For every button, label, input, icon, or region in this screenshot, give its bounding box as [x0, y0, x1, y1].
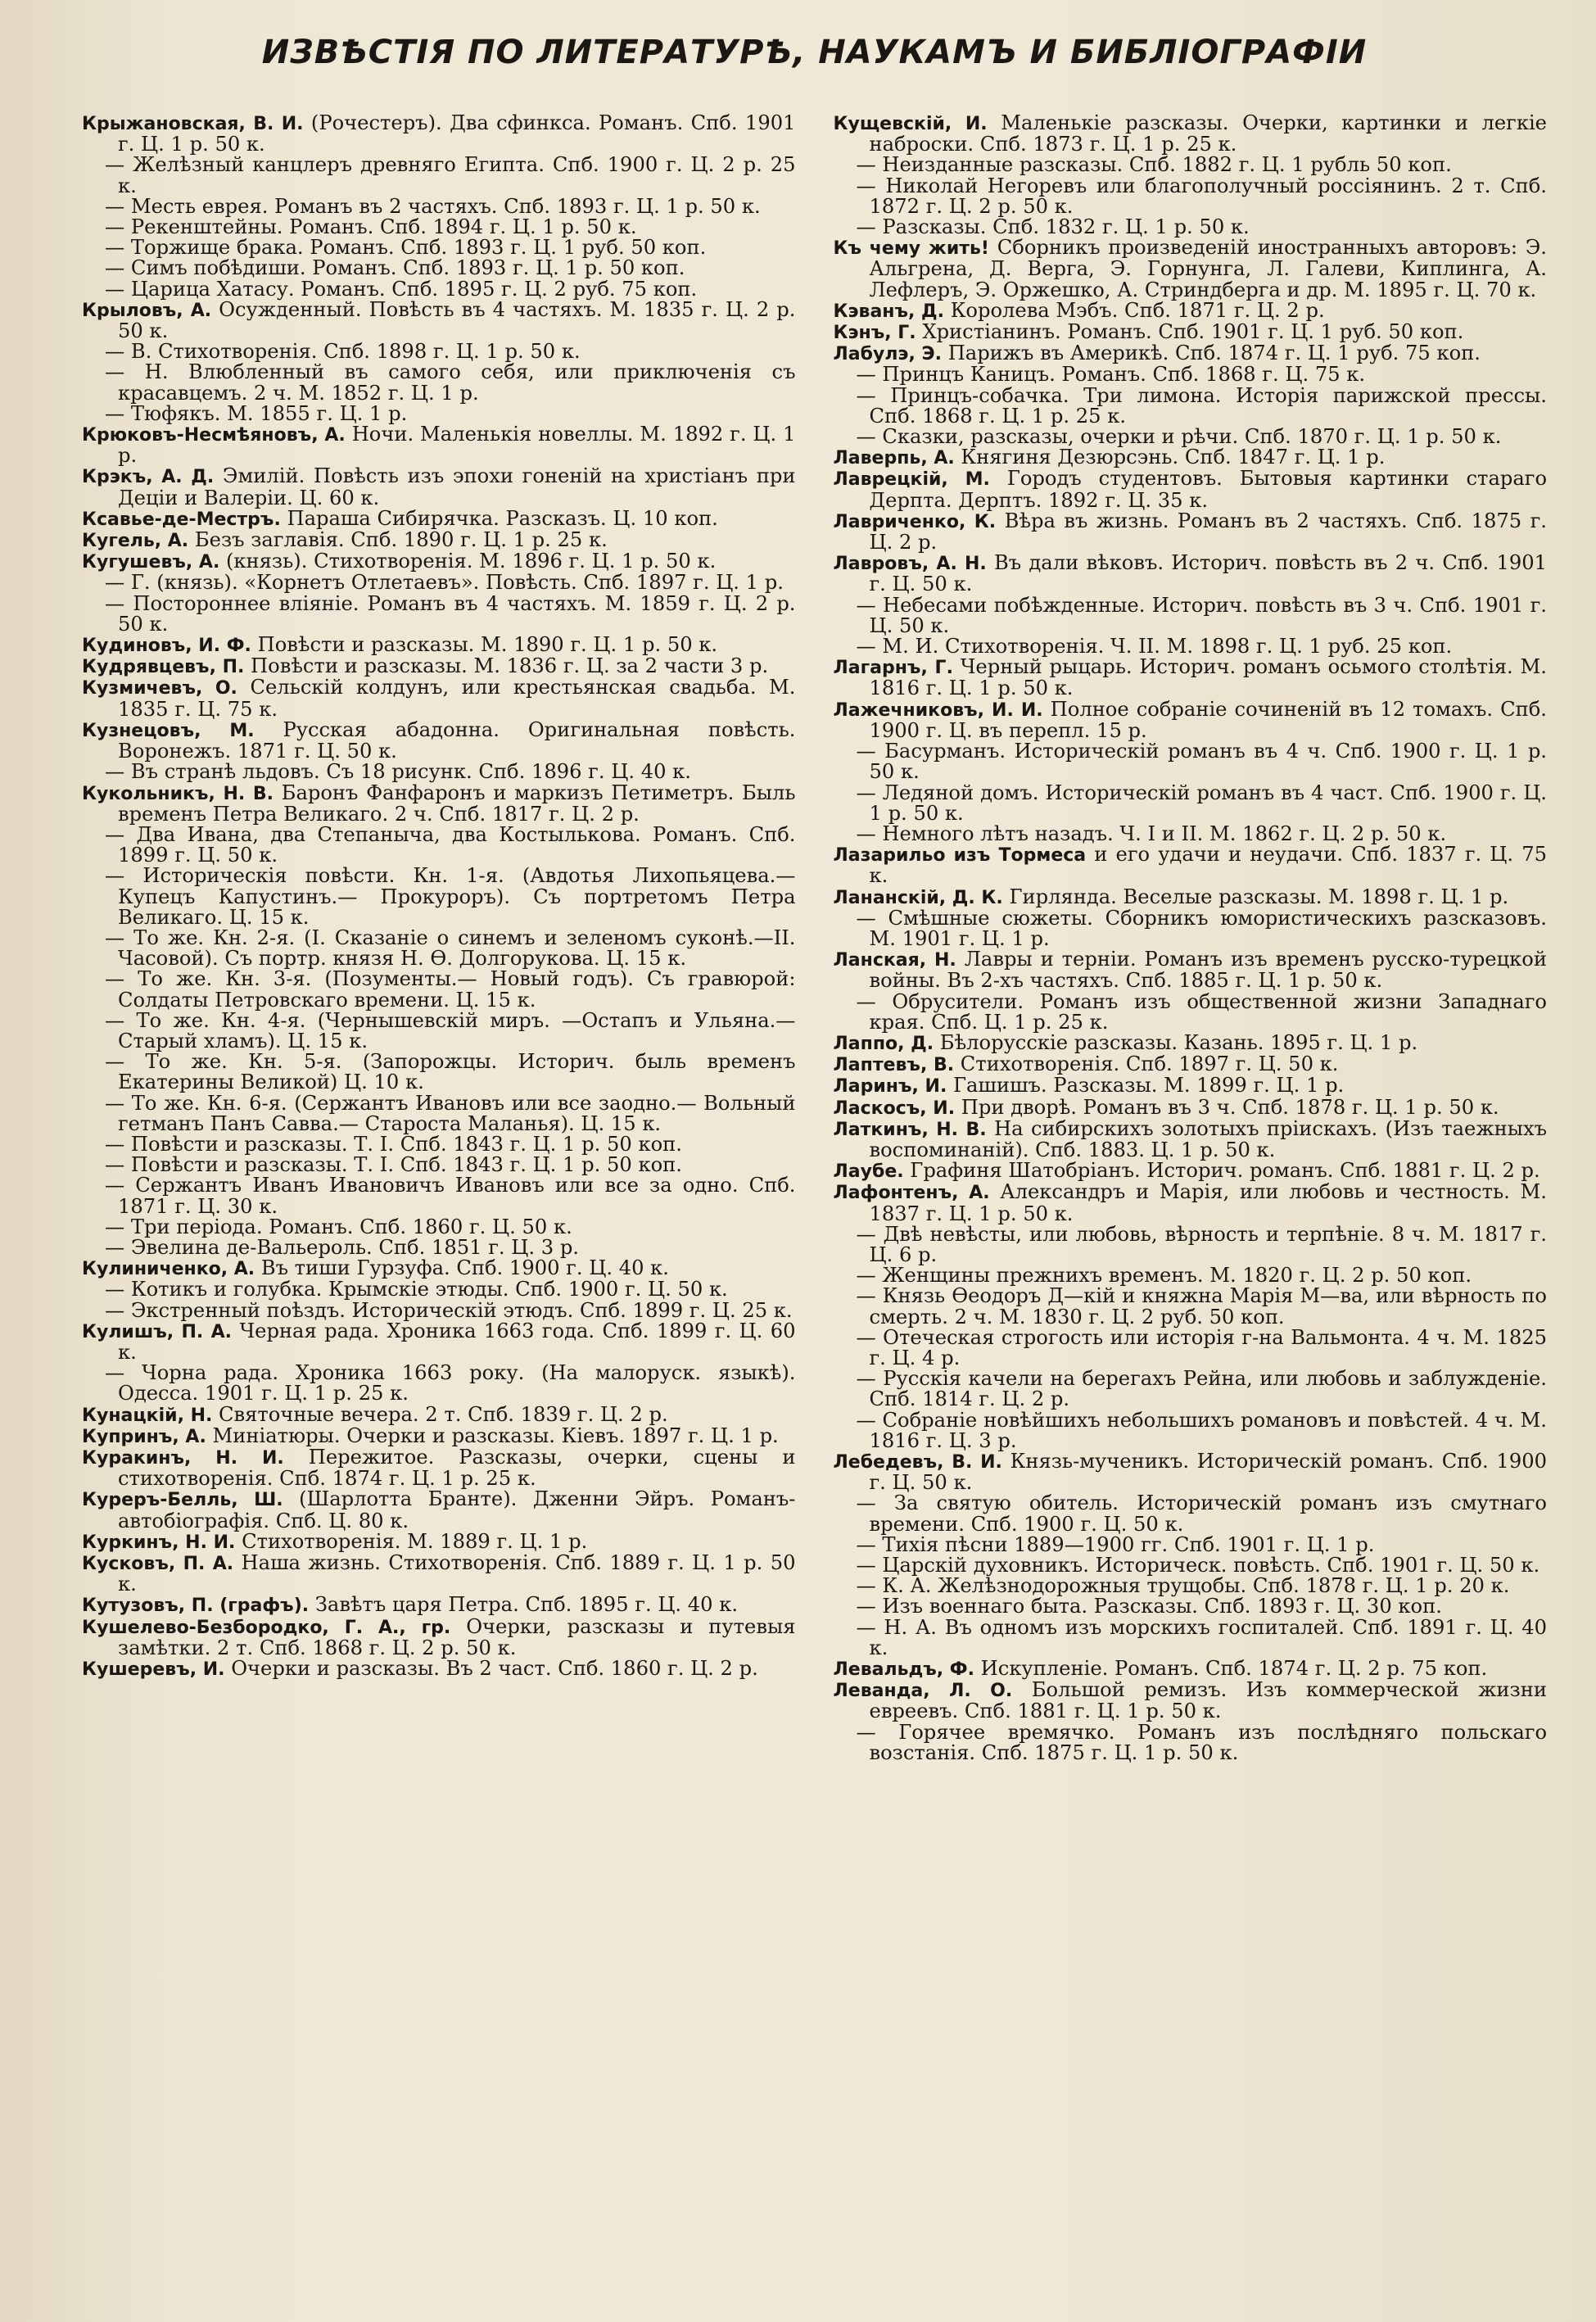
catalog-entry [834, 113, 1548, 155]
entry-author: Лебедевъ, В. И. [833, 1452, 1002, 1473]
entry-text: Стихотворенія. М. 1889 г. Ц. 1 р. [235, 1529, 588, 1553]
catalog-subentry [834, 1410, 1548, 1451]
entry-text: Черная рада. Хроника 1663 года. Спб. 1899 г. Ц. 60 к. [118, 1319, 796, 1364]
catalog-subentry [834, 176, 1548, 217]
entry-text: Бѣлорусскіе разсказы. Казань. 1895 г. Ц. 1 р. [934, 1030, 1418, 1054]
catalog-subentry [82, 1298, 796, 1322]
entry-text: — Царица Хатасу. Романъ. Спб. 1895 г. Ц. 2 руб. 75 коп. [105, 277, 698, 301]
catalog-entry [82, 113, 796, 155]
catalog-entry [82, 1553, 796, 1595]
entry-text: Миніатюры. Очерки и разсказы. Кіевъ. 1897 г. Ц. 1 р. [206, 1424, 779, 1447]
catalog-subentry [834, 1532, 1548, 1556]
entry-text: Эмилій. Повѣсть изъ эпохи гоненій на христіанъ при Деціи и Валеріи. Ц. 60 к. [118, 464, 796, 509]
entry-text: — Горячее времячко. Романъ изъ послѣдняго польскаго возстанія. Спб. 1875 г. Ц. 1 р. 50 к. [856, 1720, 1547, 1764]
catalog-subentry [834, 1265, 1548, 1286]
entry-author: Кунацкій, Н. [82, 1405, 213, 1426]
catalog-subentry [82, 1155, 796, 1175]
catalog-subentry [834, 1596, 1548, 1617]
catalog-subentry [834, 1325, 1548, 1369]
entry-text: — Двѣ невѣсты, или любовь, вѣрность и терпѣніе. 8 ч. М. 1817 г. Ц. 6 р. [856, 1222, 1547, 1266]
entry-author: Кущевскій, И. [833, 114, 988, 134]
entry-text: Осужденный. Повѣсть въ 4 частяхъ. М. 1835 г. Ц. 2 р. 50 к. [118, 297, 796, 343]
catalog-subentry [834, 783, 1548, 824]
entry-author: Куракинъ, Н. И. [82, 1448, 284, 1469]
entry-text: — Женщины прежнихъ временъ. М. 1820 г. Ц. 2 р. 50 коп. [856, 1264, 1472, 1288]
catalog-entry [834, 238, 1548, 301]
catalog-subentry [834, 1224, 1548, 1265]
entry-text: Повѣсти и разсказы. М. 1890 г. Ц. 1 р. 50 к. [251, 633, 718, 657]
entry-text: Въ тиши Гурзуфа. Спб. 1900 г. Ц. 40 к. [255, 1256, 669, 1280]
entry-author: Кукольникъ, Н. В. [82, 783, 274, 804]
entry-author: Лаверпь, А. [833, 448, 955, 469]
entry-author: Лажечниковъ, И. И. [833, 699, 1043, 721]
catalog-entry [834, 699, 1548, 741]
catalog-entry [82, 297, 796, 343]
catalog-subentry [834, 1576, 1548, 1596]
entry-text: На сибирскихъ золотыхъ пріискахъ. (Изъ таежныхъ воспоминаній). Спб. 1883. Ц. 1 р. 50 к. [869, 1116, 1547, 1161]
catalog-subentry [834, 1615, 1548, 1659]
catalog-subentry [82, 194, 796, 218]
catalog-subentry [82, 258, 796, 278]
entry-text: — Русскія качели на берегахъ Рейна, или любовь и заблужденіе. Спб. 1814 г. Ц. 2 р. [856, 1367, 1547, 1411]
catalog-entry [834, 553, 1548, 595]
entry-text: — В. Стихотворенія. Спб. 1898 г. Ц. 1 р. 50 к. [105, 340, 581, 364]
catalog-entry [834, 322, 1548, 343]
catalog-subentry [834, 1722, 1548, 1763]
catalog-entry [82, 1426, 796, 1447]
entry-text: Баронъ Фанфаронъ и маркизъ Петиметръ. Быль временъ Петра Великаго. 2 ч. Спб. 1817 г. Ц. 2 р. [118, 781, 796, 826]
catalog-subentry [834, 595, 1548, 636]
entry-text: — Торжище брака. Романъ. Спб. 1893 г. Ц. 1 руб. 50 коп. [105, 236, 707, 260]
catalog-subentry [82, 762, 796, 782]
catalog-entry [834, 887, 1548, 908]
entry-text: — Экстренный поѣздъ. Историческій этюдъ. Спб. 1899 г. Ц. 25 к. [105, 1298, 793, 1322]
entry-text: — Князь Ѳеодоръ Д—кій и княжна Марія М—ва, или вѣрность по смерть. 2 ч. М. 1830 г. Ц. 2 руб. 50 коп. [856, 1284, 1547, 1328]
catalog-subentry [82, 969, 796, 1010]
catalog-entry [82, 717, 796, 763]
entry-text: — К. А. Желѣзнодорожныя трущобы. Спб. 1878 г. Ц. 1 р. 20 к. [856, 1574, 1510, 1598]
entry-author: Ласкосъ, И. [833, 1098, 956, 1119]
right-column [834, 113, 1548, 1763]
entry-text: Княгиня Дезюрсэнь. Спб. 1847 г. Ц. 1 р. [954, 446, 1386, 469]
entry-text: — Г. (князь). «Корнетъ Отлетаевъ». Повѣсть. Спб. 1897 г. Ц. 1 р. [105, 571, 784, 595]
catalog-subentry [834, 427, 1548, 447]
catalog-subentry [82, 1134, 796, 1155]
entry-text: — Принцъ-собачка. Три лимона. Исторія парижской прессы. Спб. 1868 г. Ц. 1 р. 25 к. [856, 383, 1547, 428]
entry-text: Полное собраніе сочиненій въ 12 томахъ. Спб. 1900 г. Ц. въ перепл. 15 р. [869, 697, 1547, 742]
entry-text: — То же. Кн. 3-я. (Позументы.— Новый годъ). Съ гравюрой: Солдаты Петровскаго времени. Ц. 15 к. [105, 967, 796, 1012]
entry-text: — Н. А. Въ одномъ изъ морскихъ госпиталей. Спб. 1891 г. Ц. 40 к. [856, 1615, 1547, 1659]
entry-text: — Сказки, разсказы, очерки и рѣчи. Спб. 1870 г. Ц. 1 р. 50 к. [856, 425, 1502, 449]
entry-text: — Изъ военнаго быта. Разсказы. Спб. 1893 г. Ц. 30 коп. [856, 1595, 1442, 1618]
catalog-subentry [82, 362, 796, 403]
catalog-subentry [82, 217, 796, 238]
entry-author: Кузнецовъ, М. [82, 720, 255, 741]
catalog-entry [834, 1680, 1548, 1722]
entry-text: — Эвелина де-Вальероль. Спб. 1851 г. Ц. 3 р. [105, 1235, 579, 1259]
catalog-subentry [82, 1052, 796, 1093]
entry-text: и его удачи и неудачи. Спб. 1837 г. Ц. 75 к. [869, 843, 1547, 888]
entry-author: Лазарильо изъ Тормеса [833, 845, 1087, 867]
entry-author: Кушеревъ, И. [82, 1659, 225, 1681]
entry-text: Королева Мэбъ. Спб. 1871 г. Ц. 2 р. [944, 298, 1325, 322]
entry-text: — Басурманъ. Историческій романъ въ 4 ч. Спб. 1900 г. Ц. 1 р. 50 к. [856, 740, 1547, 784]
entry-author: Кудиновъ, И. Ф. [82, 636, 251, 657]
entry-text: Очерки и разсказы. Въ 2 част. Спб. 1860 г. Ц. 2 р. [224, 1657, 758, 1681]
entry-text: При дворѣ. Романъ въ 3 ч. Спб. 1878 г. Ц. 1 р. 50 к. [955, 1095, 1499, 1119]
entry-text: — Тихія пѣсни 1889—1900 гг. Спб. 1901 г. Ц. 1 р. [856, 1532, 1375, 1556]
catalog-entry [834, 343, 1548, 364]
catalog-entry [833, 1030, 1548, 1054]
catalog-subentry [82, 1363, 796, 1404]
catalog-subentry [82, 1279, 796, 1300]
catalog-entry [834, 511, 1548, 553]
catalog-subentry [82, 342, 796, 362]
catalog-entry [82, 1489, 796, 1531]
catalog-entry [82, 1595, 796, 1616]
entry-text: — Н. Влюбленный въ самого себя, или приключенія съ красавцемъ. 2 ч. М. 1852 г. Ц. 1 р. [105, 360, 796, 405]
catalog-subentry [834, 989, 1548, 1034]
entry-text: Маленькіе разсказы. Очерки, картинки и легкіе наброски. Спб. 1873 г. Ц. 1 р. 25 к. [869, 111, 1547, 156]
two-column-layout [82, 113, 1547, 1763]
page-header: ИЗВѢСТІЯ ПО ЛИТЕРАТУРѢ, НАУКАМЪ И БИБЛІОГРАФІИ [261, 34, 1368, 71]
entry-author: Кэванъ, Д. [833, 301, 944, 322]
entry-text: Сельскій колдунъ, или крестьянская свадьба. М. 1835 г. Ц. 75 к. [118, 676, 796, 721]
entry-text: — Сержантъ Иванъ Ивановичъ Ивановъ или все за одно. Спб. 1871 г. Ц. 30 к. [105, 1174, 796, 1218]
catalog-subentry [82, 591, 796, 636]
catalog-entry [82, 635, 796, 656]
catalog-entry [834, 949, 1548, 991]
entry-author: Лафонтенъ, А. [833, 1183, 990, 1204]
entry-author: Кугушевъ, А. [82, 552, 220, 573]
entry-text: — То же. Кн. 5-я. (Запорожцы. Историч. быль временъ Екатерины Великой) Ц. 10 к. [105, 1050, 796, 1094]
catalog-subentry [82, 1093, 796, 1134]
catalog-subentry [82, 866, 796, 928]
entry-text: Христіанинъ. Романъ. Спб. 1901 г. Ц. 1 руб. 50 коп. [916, 320, 1464, 344]
entry-author: Куркинъ, Н. И. [82, 1532, 236, 1553]
catalog-subentry [834, 1369, 1548, 1410]
catalog-subentry [82, 928, 796, 969]
catalog-subentry [82, 401, 796, 425]
entry-author: Ланская, Н. [833, 950, 956, 971]
entry-text: Большой ремизъ. Изъ коммерческой жизни евреевъ. Спб. 1881 г. Ц. 1 р. 50 к. [869, 1678, 1547, 1723]
entry-text: — Неизданные разсказы. Спб. 1882 г. Ц. 1 рубль 50 коп. [856, 153, 1452, 177]
entry-text: Гашишъ. Разсказы. М. 1899 г. Ц. 1 р. [947, 1074, 1345, 1098]
entry-text: Городъ студентовъ. Бытовыя картинки стараго Дерпта. Дерптъ. 1892 г. Ц. 35 к. [869, 467, 1548, 512]
catalog-subentry [834, 908, 1548, 949]
catalog-entry [82, 1659, 796, 1680]
catalog-entry [82, 1258, 796, 1279]
entry-text: (Рочестеръ). Два сфинкса. Романъ. Спб. 1901 г. Ц. 1 р. 50 к. [118, 111, 796, 156]
entry-author: Кулишъ, П. А. [82, 1321, 233, 1342]
entry-author: Лагарнъ, Г. [833, 658, 953, 679]
entry-author: Лаврецкій, М. [833, 469, 990, 491]
entry-text: Въ дали вѣковъ. Историч. повѣсть въ 2 ч. Спб. 1901 г. Ц. 50 к. [869, 551, 1547, 596]
entry-text: — Историческія повѣсти. Кн. 1-я. (Авдотья Лихопьяцева.—Купецъ Капустинъ.— Прокуроръ). Съ портретомъ Петра Великаго. Ц. 15 к. [105, 864, 796, 929]
catalog-entry [82, 530, 796, 551]
catalog-entry [82, 1614, 796, 1659]
entry-text: Вѣра въ жизнь. Романъ въ 2 частяхъ. Спб. 1875 г. Ц. 2 р. [869, 509, 1547, 554]
entry-author: Купринъ, А. [82, 1426, 206, 1447]
entry-text: — Повѣсти и разсказы. Т. I. Спб. 1843 г. Ц. 1 р. 50 коп. [105, 1153, 682, 1177]
catalog-entry [82, 783, 796, 825]
entry-text: Графиня Шатобріанъ. Историч. романъ. Спб. 1881 г. Ц. 2 р. [903, 1159, 1540, 1183]
catalog-entry [82, 551, 796, 573]
catalog-subentry [82, 573, 796, 593]
catalog-entry [834, 1161, 1548, 1182]
entry-text: Лавры и терніи. Романъ изъ временъ русско-турецкой войны. Въ 2-хъ частяхъ. Спб. 1885 г. Ц. 1 р. 50 к. [869, 948, 1547, 993]
catalog-subentry [82, 279, 796, 300]
entry-text: — Два Ивана, два Степаныча, два Костылькова. Романъ. Спб. 1899 г. Ц. 50 к. [105, 822, 796, 867]
entry-text: — Отеческая строгость или исторія г-на Вальмонта. 4 ч. М. 1825 г. Ц. 4 р. [856, 1325, 1547, 1369]
entry-author: Крюковъ-Несмѣяновъ, А. [82, 425, 346, 446]
entry-text: — Принцъ Каницъ. Романъ. Спб. 1868 г. Ц. 75 к. [856, 363, 1366, 387]
entry-text: — Симъ побѣдиши. Романъ. Спб. 1893 г. Ц. 1 р. 50 коп. [105, 256, 685, 280]
catalog-entry [82, 506, 796, 530]
catalog-subentry [82, 1008, 796, 1052]
left-column [82, 113, 796, 1680]
entry-author: Кугель, А. [82, 531, 189, 552]
entry-author: Кулиниченко, А. [82, 1259, 255, 1280]
entry-text: Очерки, разсказы и путевыя замѣтки. 2 т. Спб. 1868 г. Ц. 2 р. 50 к. [118, 1614, 796, 1659]
catalog-entry [82, 1447, 796, 1489]
catalog-entry [834, 468, 1548, 510]
entry-text: Святочные вечера. 2 т. Спб. 1839 г. Ц. 2 р. [212, 1402, 668, 1426]
catalog-subentry [82, 1175, 796, 1216]
entry-author: Лавровъ, А. Н. [833, 554, 987, 575]
entry-text: Наша жизнь. Стихотворенія. Спб. 1889 г. Ц. 1 р. 50 к. [118, 1551, 796, 1596]
catalog-subentry [834, 824, 1548, 844]
catalog-entry [82, 1529, 796, 1553]
entry-text: Сборникъ произведеній иностранныхъ авторовъ: Э. Альгрена, Д. Верга, Э. Горнунга, Л. Галеви, Киплинга, А. Лефлеръ, Э. Оржешко, А. Стриндберга и др. М. 1895 г. Ц. 70 к. [869, 236, 1547, 301]
entry-text: — Желѣзный канцлеръ древняго Египта. Спб. 1900 г. Ц. 2 р. 25 к. [105, 153, 796, 197]
entry-text: Искупленіе. Романъ. Спб. 1874 г. Ц. 2 р. 75 коп. [974, 1657, 1488, 1681]
entry-text: — Николай Негоревъ или благополучный россіянинъ. 2 т. Спб. 1872 г. Ц. 2 р. 50 к. [856, 174, 1547, 218]
catalog-subentry [834, 383, 1548, 428]
entry-author: Лаппо, Д. [833, 1033, 934, 1054]
entry-author: Лаптевъ, В. [833, 1055, 955, 1076]
entry-text: Параша Сибирячка. Разсказъ. Ц. 10 коп. [280, 506, 718, 530]
entry-author: Ксавье-де-Местръ. [82, 509, 281, 530]
entry-text: — За святую обитель. Историческій романъ изъ смутнаго времени. Спб. 1900 г. Ц. 50 к. [856, 1491, 1547, 1536]
catalog-entry [82, 1402, 796, 1426]
entry-author: Лананскій, Д. К. [833, 887, 1003, 908]
catalog-entry [82, 466, 796, 508]
entry-text: — Обрусители. Романъ изъ общественной жизни Западнаго края. Спб. Ц. 1 р. 25 к. [856, 989, 1547, 1034]
entry-author: Крыжановская, В. И. [82, 114, 304, 134]
entry-text: Парижъ въ Америкѣ. Спб. 1874 г. Ц. 1 руб. 75 коп. [942, 342, 1481, 365]
catalog-entry [82, 656, 796, 677]
entry-text: — То же. Кн. 2-я. (I. Сказаніе о синемъ и зеленомъ суконѣ.—II. Часовой). Съ портр. князя Н. Ѳ. Долгорукова. Ц. 15 к. [105, 926, 796, 971]
catalog-entry [834, 844, 1548, 886]
catalog-entry [834, 447, 1548, 468]
catalog-entry [833, 298, 1548, 322]
entry-text: — То же. Кн. 4-я. (Чернышевскій миръ. —Остапъ и Ульяна.—Старый хламъ). Ц. 15 к. [105, 1008, 796, 1052]
entry-text: — Котикъ и голубка. Крымскіе этюды. Спб. 1900 г. Ц. 50 к. [105, 1278, 728, 1301]
entry-text: Повѣсти и разсказы. М. 1836 г. Ц. за 2 части 3 р. [244, 654, 769, 678]
entry-author: Куреръ-Белль, Ш. [82, 1490, 283, 1511]
catalog-subentry [834, 1286, 1548, 1327]
catalog-entry [833, 1095, 1548, 1119]
entry-author: Кушелево-Безбородко, Г. А., гр. [82, 1617, 451, 1638]
entry-author: Къ чему жить! [833, 238, 989, 260]
catalog-entry [82, 677, 796, 719]
entry-text: — Собраніе новѣйшихъ небольшихъ романовъ и повѣстей. 4 ч. М. 1816 г. Ц. 3 р. [856, 1408, 1547, 1452]
catalog-entry [834, 1075, 1548, 1097]
entry-author: Крыловъ, А. [82, 300, 212, 321]
catalog-subentry [834, 217, 1548, 238]
entry-author: Левальдъ, Ф. [833, 1659, 974, 1681]
entry-author: Кудрявцевъ, П. [82, 657, 245, 678]
entry-text: — Въ странѣ льдовъ. Съ 18 рисунк. Спб. 1896 г. Ц. 40 к. [105, 760, 691, 784]
entry-text: — Повѣсти и разсказы. Т. I. Спб. 1843 г. Ц. 1 р. 50 коп. [105, 1132, 682, 1156]
entry-author: Кэнъ, Г. [833, 323, 916, 344]
entry-text: — М. И. Стихотворенія. Ч. II. М. 1898 г. Ц. 1 руб. 25 коп. [856, 635, 1453, 659]
catalog-entry [834, 1182, 1548, 1224]
catalog-entry [834, 1659, 1548, 1680]
catalog-entry [82, 424, 796, 466]
catalog-entry [834, 1451, 1548, 1493]
entry-author: Крэкъ, А. Д. [82, 467, 215, 488]
entry-text: — Тюфякъ. М. 1855 г. Ц. 1 р. [105, 401, 408, 425]
entry-text: Завѣтъ царя Петра. Спб. 1895 г. Ц. 40 к. [309, 1593, 739, 1617]
catalog-subentry [82, 1217, 796, 1238]
entry-author: Кузмичевъ, О. [82, 678, 237, 699]
entry-text: Черный рыцарь. Историч. романъ осьмого столѣтія. М. 1816 г. Ц. 1 р. 50 к. [869, 655, 1547, 700]
entry-text: — Постороннее вліяніе. Романъ въ 4 частяхъ. М. 1859 г. Ц. 2 р. 50 к. [105, 591, 796, 636]
entry-author: Лавриченко, К. [833, 511, 997, 532]
entry-text: — Разсказы. Спб. 1832 г. Ц. 1 р. 50 к. [856, 215, 1250, 239]
entry-text: Гирлянда. Веселые разсказы. М. 1898 г. Ц. 1 р. [1002, 885, 1509, 908]
catalog-entry [834, 1054, 1548, 1075]
catalog-entry [82, 1321, 796, 1363]
entry-text: — Рекенштейны. Романъ. Спб. 1894 г. Ц. 1 р. 50 к. [105, 215, 637, 239]
entry-text: — Царскій духовникъ. Историческ. повѣсть. Спб. 1901 г. Ц. 50 к. [856, 1554, 1540, 1577]
entry-text: Стихотворенія. Спб. 1897 г. Ц. 50 к. [954, 1052, 1339, 1076]
entry-author: Латкинъ, Н. В. [833, 1119, 987, 1140]
entry-author: Лабулэ, Э. [833, 344, 942, 365]
catalog-entry [834, 657, 1548, 699]
entry-text: — Небесами побѣжденные. Историч. повѣсть въ 3 ч. Спб. 1901 г. Ц. 50 к. [856, 593, 1547, 637]
entry-text: (князь). Стихотворенія. М. 1896 г. Ц. 1 р. 50 к. [219, 550, 717, 573]
catalog-subentry [82, 155, 796, 196]
entry-text: Безъ заглавія. Спб. 1890 г. Ц. 1 р. 25 к. [188, 528, 608, 552]
entry-text: Русская абадонна. Оригинальная повѣсть. Воронежъ. 1871 г. Ц. 50 к. [118, 717, 796, 763]
catalog-subentry [834, 1493, 1548, 1534]
catalog-subentry [834, 1555, 1548, 1576]
catalog-subentry [834, 155, 1548, 175]
entry-author: Ларинъ, И. [833, 1076, 947, 1098]
entry-text: Александръ и Марія, или любовь и честность. М. 1837 г. Ц. 1 р. 50 к. [869, 1180, 1547, 1225]
entry-author: Кусковъ, П. А. [82, 1554, 234, 1575]
catalog-subentry [82, 1235, 796, 1259]
entry-text: — Смѣшные сюжеты. Сборникъ юмористическихъ разсказовъ. М. 1901 г. Ц. 1 р. [856, 906, 1547, 950]
entry-text: — Ледяной домъ. Историческій романъ въ 4 част. Спб. 1900 г. Ц. 1 р. 50 к. [856, 781, 1547, 825]
entry-text: Князь-мученикъ. Историческій романъ. Спб. 1900 г. Ц. 50 к. [869, 1450, 1547, 1495]
entry-author: Леванда, Л. О. [833, 1681, 1013, 1702]
entry-author: Лаубе. [833, 1161, 904, 1183]
entry-text: (Шарлотта Бранте). Дженни Эйръ. Романъ-автобіографія. Спб. Ц. 80 к. [118, 1487, 796, 1532]
catalog-subentry [834, 636, 1548, 657]
entry-text: — То же. Кн. 6-я. (Сержантъ Ивановъ или все заодно.— Вольный гетманъ Панъ Савва.— Староста Маланья). Ц. 15 к. [105, 1091, 796, 1135]
entry-text: — Немного лѣтъ назадъ. Ч. I и II. М. 1862 г. Ц. 2 р. 50 к. [856, 822, 1447, 845]
catalog-entry [833, 1116, 1548, 1161]
entry-text: — Чорна рада. Хроника 1663 року. (На малоруск. языкѣ). Одесса. 1901 г. Ц. 1 р. 25 к. [105, 1361, 796, 1405]
catalog-subentry [82, 238, 796, 258]
entry-text: Ночи. Маленькія новеллы. М. 1892 г. Ц. 1 р. [118, 423, 796, 468]
catalog-subentry [82, 822, 796, 867]
catalog-subentry [834, 741, 1548, 782]
entry-text: — Три періода. Романъ. Спб. 1860 г. Ц. 50 к. [105, 1215, 572, 1238]
entry-author: Кутузовъ, П. (графъ). [82, 1596, 310, 1617]
catalog-subentry [834, 364, 1548, 385]
entry-text: — Месть еврея. Романъ въ 2 частяхъ. Спб. 1893 г. Ц. 1 р. 50 к. [105, 194, 761, 218]
entry-text: Пережитое. Разсказы, очерки, сцены и стихотворенія. Спб. 1874 г. Ц. 1 р. 25 к. [118, 1446, 796, 1491]
